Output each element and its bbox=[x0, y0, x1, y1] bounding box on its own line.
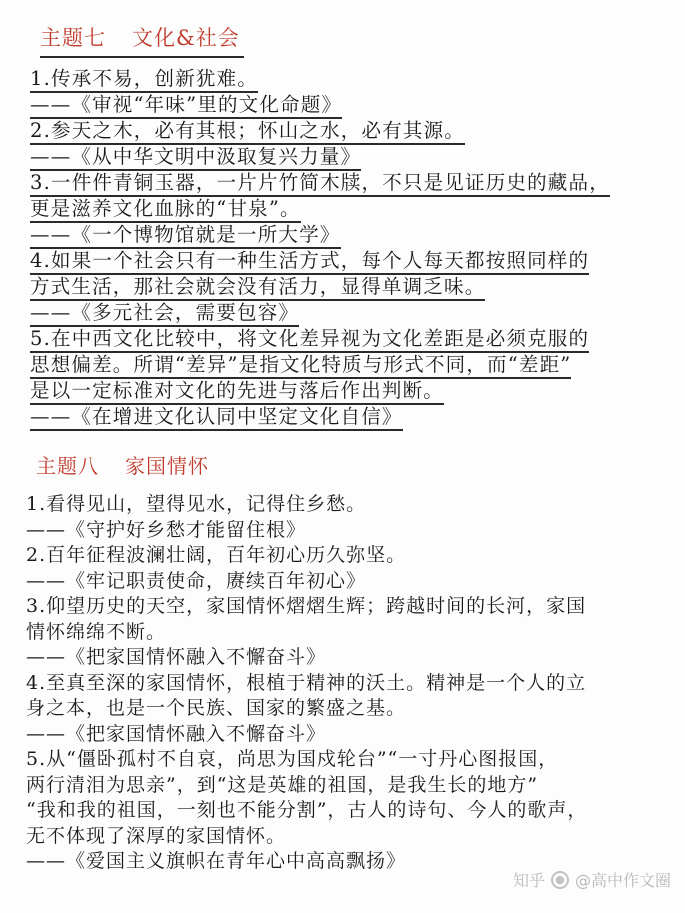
text-line bbox=[30, 248, 685, 274]
text-line: 无不体现了深厚的家国情怀。 bbox=[26, 824, 287, 847]
section-title bbox=[40, 20, 244, 58]
underlined-text: 3.一件件青铜玉器，一片片竹简木牍，不只是见证历史的藏品， bbox=[30, 171, 610, 197]
text-line bbox=[30, 92, 685, 118]
underlined-text: 思想偏差。所谓“差异”是指文化特质与形式不同，而“差距” bbox=[30, 353, 571, 379]
user-icon: ● bbox=[551, 871, 569, 889]
text-line bbox=[30, 118, 685, 144]
underlined-text: 4.如果一个社会只有一种生活方式，每个人每天都按照同样的 bbox=[30, 249, 589, 275]
underlined-text: ——《审视“年味”里的文化命题》 bbox=[30, 93, 342, 119]
watermark bbox=[513, 868, 671, 891]
text-line: ——《把家国情怀融入不懈奋斗》 bbox=[26, 646, 327, 668]
text-line: ——《把家国情怀融入不懈奋斗》 bbox=[26, 722, 327, 745]
underlined-text: 更是滋养文化血脉的“甘泉”。 bbox=[30, 197, 301, 223]
underlined-text: ——《从中华文明中汲取复兴力量》 bbox=[30, 145, 361, 171]
section-body bbox=[26, 492, 685, 875]
section-topic: 家国情怀 bbox=[125, 454, 209, 478]
text-line bbox=[30, 170, 685, 196]
text-line bbox=[30, 404, 685, 430]
text-line: ——《守护好乡愁才能留住根》 bbox=[26, 518, 307, 541]
text-line bbox=[30, 352, 685, 378]
text-line bbox=[30, 274, 685, 300]
text-line bbox=[30, 300, 685, 326]
underlined-text: ——《在增进文化认同中坚定文化自信》 bbox=[30, 405, 403, 431]
section-topic: 文化&社会 bbox=[132, 26, 240, 50]
underlined-text: ——《一个博物馆就是一所大学》 bbox=[30, 223, 341, 249]
text-line bbox=[30, 196, 685, 222]
underlined-text: 1.传承不易，创新犹难。 bbox=[30, 67, 258, 93]
text-line: 情怀绵绵不断。 bbox=[26, 620, 167, 643]
text-line: ——《牢记职责使命，赓续百年初心》 bbox=[26, 569, 367, 592]
section-title bbox=[36, 448, 209, 484]
watermark-author: @高中作文圈 bbox=[574, 871, 671, 890]
section-number: 主题八 bbox=[36, 454, 99, 478]
text-line bbox=[30, 222, 685, 248]
text-line: 1.看得见山，望得见水，记得住乡愁。 bbox=[26, 493, 367, 515]
underlined-text: 方式生活，那社会就会没有活力，显得单调乏味。 bbox=[30, 275, 485, 301]
text-line: 2.百年征程波澜壮阔，百年初心历久弥坚。 bbox=[26, 544, 407, 566]
watermark-site: 知乎 bbox=[512, 871, 545, 890]
underlined-text: 是以一定标准对文化的先进与落后作出判断。 bbox=[30, 379, 444, 405]
text-line bbox=[30, 144, 685, 170]
section-theme-8 bbox=[0, 448, 685, 875]
text-line: 两行清泪为思亲”，到“这是英雄的祖国，是我生长的地方” bbox=[26, 773, 539, 796]
text-line bbox=[30, 326, 685, 352]
section-theme-7 bbox=[0, 20, 685, 430]
text-line bbox=[30, 66, 685, 92]
underlined-text: ——《多元社会，需要包容》 bbox=[30, 301, 299, 327]
underlined-text: 2.参天之木，必有其根；怀山之水，必有其源。 bbox=[30, 119, 465, 145]
text-line: 身之本，也是一个民族、国家的繁盛之基。 bbox=[26, 697, 407, 719]
section-number: 主题七 bbox=[40, 26, 106, 50]
text-line bbox=[30, 378, 685, 404]
text-line: ——《爱国主义旗帜在青年心中高高飘扬》 bbox=[26, 850, 407, 872]
text-line: “我和我的祖国，一刻也不能分割”，古人的诗句、今人的歌声， bbox=[26, 799, 588, 821]
section-body bbox=[30, 66, 685, 430]
text-line: 3.仰望历史的天空，家国情怀熠熠生辉；跨越时间的长河，家国 bbox=[26, 595, 587, 617]
text-line: 4.至真至深的家国情怀，根植于精神的沃土。精神是一个人的立 bbox=[26, 671, 587, 694]
text-line: 5.从“僵卧孤村不自哀，尚思为国戍轮台”“一寸丹心图报国， bbox=[26, 748, 559, 770]
underlined-text: 5.在中西文化比较中，将文化差异视为文化差距是必须克服的 bbox=[30, 327, 589, 353]
